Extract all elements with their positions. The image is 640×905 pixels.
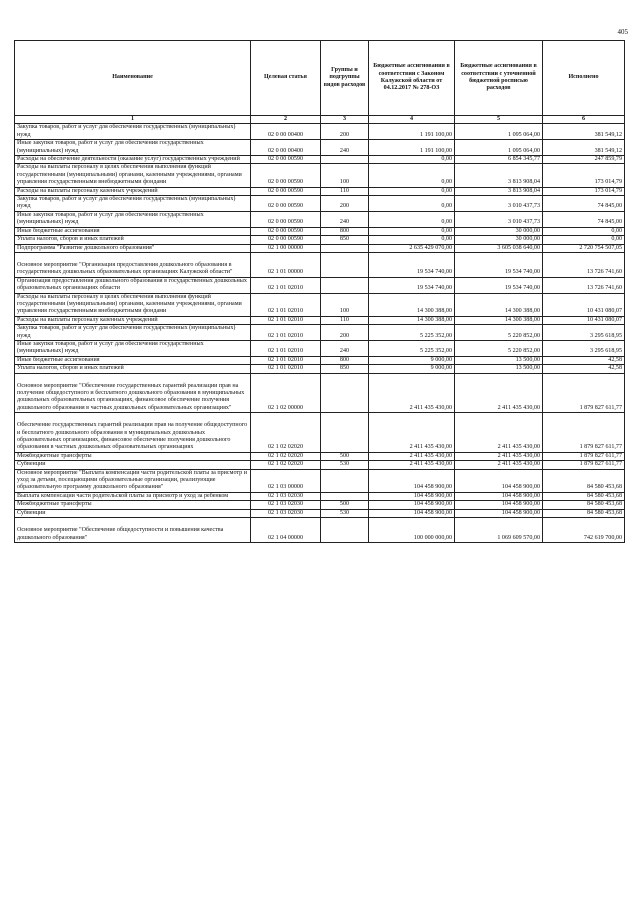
row-law-amount: 0,00 — [369, 211, 455, 227]
row-expense-group — [321, 244, 369, 252]
row-target-code: 02 1 01 02010 — [251, 365, 321, 373]
row-executed-amount: 173 014,79 — [543, 164, 625, 187]
row-expense-group: 500 — [321, 452, 369, 460]
row-expense-group — [321, 413, 369, 453]
row-law-amount: 0,00 — [369, 227, 455, 235]
row-expense-group: 240 — [321, 140, 369, 156]
row-executed-amount: 84 580 453,68 — [543, 469, 625, 492]
table-row — [15, 461, 625, 469]
row-name: Закупка товаров, работ и услуг для обеспечения государственных (муниципальных) нужд — [15, 124, 251, 140]
row-law-amount: 104 458 900,00 — [369, 469, 455, 492]
row-target-code: 02 0 00 00400 — [251, 124, 321, 140]
row-law-amount: 14 300 388,00 — [369, 293, 455, 316]
col-plan-header: Бюджетные ассигнования в соответствии с уточненной бюджетной росписью расходов — [455, 41, 543, 116]
row-executed-amount: 1 879 827 611,77 — [543, 461, 625, 469]
row-law-amount: 0,00 — [369, 156, 455, 164]
row-law-amount: 19 534 740,00 — [369, 252, 455, 277]
row-name: Межбюджетные трансферты — [15, 452, 251, 460]
row-name: Подпрограмма "Развитие дошкольного образования" — [15, 244, 251, 252]
row-target-code: 02 1 01 02010 — [251, 277, 321, 293]
row-executed-amount: 173 014,79 — [543, 187, 625, 195]
row-executed-amount: 42,58 — [543, 356, 625, 364]
row-plan-amount: 104 458 900,00 — [455, 492, 543, 500]
row-expense-group: 800 — [321, 356, 369, 364]
row-target-code: 02 1 02 02020 — [251, 452, 321, 460]
row-plan-amount: 1 069 609 570,00 — [455, 518, 543, 543]
row-plan-amount: 2 411 435 430,00 — [455, 452, 543, 460]
row-plan-amount: 3 605 038 640,00 — [455, 244, 543, 252]
row-name: Обеспечение государственных гарантий реализации прав на получение общедоступного и бесплатного дошкольного образования в муниципальных дошкольных образовательных организациях, финансовое обеспечение получения дошкольного образования в частных дошкольных образовательных организациях — [15, 413, 251, 453]
row-target-code: 02 1 01 00000 — [251, 252, 321, 277]
row-law-amount: 104 458 900,00 — [369, 501, 455, 509]
row-law-amount: 1 191 100,00 — [369, 124, 455, 140]
row-plan-amount: 30 000,00 — [455, 227, 543, 235]
row-law-amount: 104 458 900,00 — [369, 492, 455, 500]
row-expense-group — [321, 373, 369, 413]
row-name: Иные бюджетные ассигнования — [15, 356, 251, 364]
row-target-code: 02 1 01 02010 — [251, 325, 321, 341]
row-executed-amount: 3 295 618,95 — [543, 325, 625, 341]
table-body — [15, 124, 625, 543]
row-name: Основное мероприятие "Обеспечение общедоступности и повышения качества дошкольного образования" — [15, 518, 251, 543]
row-plan-amount: 104 458 900,00 — [455, 501, 543, 509]
row-expense-group: 100 — [321, 164, 369, 187]
row-expense-group — [321, 252, 369, 277]
row-target-code: 02 1 03 00000 — [251, 469, 321, 492]
row-expense-group: 240 — [321, 211, 369, 227]
row-name: Иные бюджетные ассигнования — [15, 227, 251, 235]
row-executed-amount: 742 619 700,00 — [543, 518, 625, 543]
row-name: Закупка товаров, работ и услуг для обеспечения государственных (муниципальных) нужд — [15, 196, 251, 212]
col-code-header: Целевая статья — [251, 41, 321, 116]
table-row — [15, 373, 625, 413]
row-target-code: 02 1 03 02030 — [251, 509, 321, 517]
row-plan-amount: 6 854 345,77 — [455, 156, 543, 164]
row-plan-amount: 2 411 435 430,00 — [455, 373, 543, 413]
table-row — [15, 164, 625, 187]
row-law-amount: 2 411 435 430,00 — [369, 413, 455, 453]
table-row — [15, 277, 625, 293]
table-row — [15, 518, 625, 543]
row-law-amount: 100 000 000,00 — [369, 518, 455, 543]
row-law-amount: 2 411 435 430,00 — [369, 452, 455, 460]
row-name: Расходы на выплаты персоналу в целях обеспечения выполнения функций государственными (муниципальными) органами, казенными учреждениями, органами управления государственными внебюджетными фондами — [15, 293, 251, 316]
table-row — [15, 452, 625, 460]
row-executed-amount: 84 580 453,68 — [543, 501, 625, 509]
row-plan-amount: 5 220 852,00 — [455, 340, 543, 356]
row-name: Организация предоставления дошкольного образования в государственных дошкольных образовательных организациях области — [15, 277, 251, 293]
row-target-code: 02 1 01 02010 — [251, 316, 321, 324]
table-row — [15, 293, 625, 316]
table-row — [15, 211, 625, 227]
table-row — [15, 509, 625, 517]
row-target-code: 02 1 02 00000 — [251, 373, 321, 413]
row-expense-group: 530 — [321, 461, 369, 469]
row-name: Расходы на выплаты персоналу казенных учреждений — [15, 187, 251, 195]
row-executed-amount: 0,00 — [543, 227, 625, 235]
row-law-amount: 0,00 — [369, 196, 455, 212]
row-expense-group: 800 — [321, 227, 369, 235]
row-expense-group: 850 — [321, 236, 369, 244]
row-expense-group: 200 — [321, 124, 369, 140]
row-law-amount: 19 534 740,00 — [369, 277, 455, 293]
row-expense-group: 200 — [321, 325, 369, 341]
row-target-code: 02 1 04 00000 — [251, 518, 321, 543]
column-number-row — [15, 116, 625, 124]
row-plan-amount: 19 534 740,00 — [455, 277, 543, 293]
col-number: 2 — [251, 116, 321, 124]
table-row — [15, 356, 625, 364]
row-plan-amount: 104 458 900,00 — [455, 509, 543, 517]
row-target-code: 02 1 02 02020 — [251, 461, 321, 469]
row-plan-amount: 30 000,00 — [455, 236, 543, 244]
row-target-code: 02 0 00 00400 — [251, 140, 321, 156]
row-executed-amount: 3 295 618,95 — [543, 340, 625, 356]
row-expense-group: 530 — [321, 509, 369, 517]
row-expense-group: 500 — [321, 501, 369, 509]
col-number: 4 — [369, 116, 455, 124]
col-group-header: Группы и подгруппы видов расходов — [321, 41, 369, 116]
col-name-header: Наименование — [15, 41, 251, 116]
row-target-code: 02 0 00 00590 — [251, 211, 321, 227]
row-law-amount: 104 458 900,00 — [369, 509, 455, 517]
row-name: Выплата компенсации части родительской платы за присмотр и уход за ребенком — [15, 492, 251, 500]
row-target-code: 02 1 01 02010 — [251, 356, 321, 364]
col-done-header: Исполнено — [543, 41, 625, 116]
row-target-code: 02 0 00 00590 — [251, 196, 321, 212]
row-name: Иные закупки товаров, работ и услуг для обеспечения государственных (муниципальных) нужд — [15, 340, 251, 356]
row-plan-amount: 3 813 908,04 — [455, 187, 543, 195]
header-row — [15, 41, 625, 116]
table-row — [15, 187, 625, 195]
row-name: Основное мероприятие "Выплата компенсации части родительской платы за присмотр и уход за детьми, посещающими образовательные организации, реализующие образовательную программу дошкольного образования" — [15, 469, 251, 492]
row-law-amount: 5 225 352,00 — [369, 325, 455, 341]
row-plan-amount: 1 095 064,00 — [455, 140, 543, 156]
row-name: Расходы на выплаты персоналу в целях обеспечения выполнения функций государственными (муниципальными) органами, казенными учреждениями, органами управления государственными внебюджетными фондами — [15, 164, 251, 187]
row-target-code: 02 1 00 00000 — [251, 244, 321, 252]
row-executed-amount: 13 726 741,60 — [543, 277, 625, 293]
row-executed-amount: 0,00 — [543, 236, 625, 244]
row-plan-amount: 3 010 437,73 — [455, 211, 543, 227]
row-target-code: 02 1 01 02010 — [251, 293, 321, 316]
row-law-amount: 9 000,00 — [369, 365, 455, 373]
table-row — [15, 140, 625, 156]
row-expense-group — [321, 277, 369, 293]
row-plan-amount: 1 095 064,00 — [455, 124, 543, 140]
row-expense-group — [321, 469, 369, 492]
row-executed-amount: 42,58 — [543, 365, 625, 373]
row-target-code: 02 0 00 00590 — [251, 156, 321, 164]
table-row — [15, 252, 625, 277]
row-target-code: 02 1 03 02030 — [251, 501, 321, 509]
table-row — [15, 413, 625, 453]
row-law-amount: 0,00 — [369, 164, 455, 187]
row-name: Субвенции — [15, 509, 251, 517]
row-plan-amount: 14 300 388,00 — [455, 316, 543, 324]
col-number: 3 — [321, 116, 369, 124]
row-plan-amount: 2 411 435 430,00 — [455, 461, 543, 469]
row-name: Расходы на выплаты персоналу казенных учреждений — [15, 316, 251, 324]
table-row — [15, 227, 625, 235]
col-law-header: Бюджетные ассигнования в соответствии с Законом Калужской области от 04.12.2017 № 278-ОЗ — [369, 41, 455, 116]
row-expense-group — [321, 156, 369, 164]
row-name: Расходы на обеспечение деятельности (оказание услуг) государственных учреждений — [15, 156, 251, 164]
row-plan-amount: 14 300 388,00 — [455, 293, 543, 316]
row-plan-amount: 5 220 852,00 — [455, 325, 543, 341]
row-law-amount: 0,00 — [369, 236, 455, 244]
row-name: Основное мероприятие "Организация предоставления дошкольного образования в государственных дошкольных образовательных организациях Калужской области" — [15, 252, 251, 277]
row-target-code: 02 0 00 00590 — [251, 164, 321, 187]
row-name: Закупка товаров, работ и услуг для обеспечения государственных (муниципальных) нужд — [15, 325, 251, 341]
row-name: Иные закупки товаров, работ и услуг для обеспечения государственных (муниципальных) нужд — [15, 211, 251, 227]
row-law-amount: 5 225 352,00 — [369, 340, 455, 356]
row-executed-amount: 13 726 741,60 — [543, 252, 625, 277]
row-law-amount: 14 300 388,00 — [369, 316, 455, 324]
row-name: Иные закупки товаров, работ и услуг для обеспечения государственных (муниципальных) нужд — [15, 140, 251, 156]
row-law-amount: 1 191 100,00 — [369, 140, 455, 156]
row-plan-amount: 2 411 435 430,00 — [455, 413, 543, 453]
row-plan-amount: 13 500,00 — [455, 365, 543, 373]
col-number: 1 — [15, 116, 251, 124]
row-target-code: 02 1 03 02030 — [251, 492, 321, 500]
row-executed-amount: 1 879 827 611,77 — [543, 373, 625, 413]
row-name: Межбюджетные трансферты — [15, 501, 251, 509]
row-expense-group: 200 — [321, 196, 369, 212]
table-row — [15, 156, 625, 164]
row-plan-amount: 13 500,00 — [455, 356, 543, 364]
row-target-code: 02 0 00 00590 — [251, 227, 321, 235]
row-executed-amount: 84 580 453,68 — [543, 509, 625, 517]
row-executed-amount: 74 845,00 — [543, 196, 625, 212]
row-name: Субвенции — [15, 461, 251, 469]
row-name: Уплата налогов, сборов и иных платежей — [15, 236, 251, 244]
row-target-code: 02 1 01 02010 — [251, 340, 321, 356]
row-executed-amount: 247 859,79 — [543, 156, 625, 164]
page-number: 405 — [617, 28, 628, 36]
row-executed-amount: 84 580 453,68 — [543, 492, 625, 500]
row-plan-amount: 19 534 740,00 — [455, 252, 543, 277]
row-executed-amount: 1 879 827 611,77 — [543, 452, 625, 460]
row-executed-amount: 2 720 754 507,05 — [543, 244, 625, 252]
row-name: Основное мероприятие "Обеспечение государственных гарантий реализации прав на получение общедоступного и бесплатного дошкольного образования в муниципальных дошкольных образовательных организациях, финансовое обеспечение получения дошкольного образования в частных дошкольных образовательных организациях" — [15, 373, 251, 413]
row-name: Уплата налогов, сборов и иных платежей — [15, 365, 251, 373]
table-row — [15, 365, 625, 373]
row-law-amount: 2 635 429 070,00 — [369, 244, 455, 252]
row-expense-group: 110 — [321, 187, 369, 195]
table-row — [15, 340, 625, 356]
row-law-amount: 2 411 435 430,00 — [369, 461, 455, 469]
row-expense-group — [321, 492, 369, 500]
table-row — [15, 244, 625, 252]
row-executed-amount: 74 845,00 — [543, 211, 625, 227]
row-plan-amount: 104 458 900,00 — [455, 469, 543, 492]
table-row — [15, 492, 625, 500]
row-expense-group: 240 — [321, 340, 369, 356]
budget-table — [14, 40, 625, 543]
col-number: 6 — [543, 116, 625, 124]
row-expense-group: 850 — [321, 365, 369, 373]
row-plan-amount: 3 813 908,04 — [455, 164, 543, 187]
row-executed-amount: 10 431 080,07 — [543, 316, 625, 324]
table-row — [15, 325, 625, 341]
table-row — [15, 316, 625, 324]
row-law-amount: 0,00 — [369, 187, 455, 195]
table-row — [15, 236, 625, 244]
row-executed-amount: 10 431 080,07 — [543, 293, 625, 316]
row-expense-group — [321, 518, 369, 543]
col-number: 5 — [455, 116, 543, 124]
table-row — [15, 469, 625, 492]
row-target-code: 02 0 00 00590 — [251, 236, 321, 244]
row-expense-group: 110 — [321, 316, 369, 324]
row-target-code: 02 0 00 00590 — [251, 187, 321, 195]
row-law-amount: 9 000,00 — [369, 356, 455, 364]
row-executed-amount: 1 879 827 611,77 — [543, 413, 625, 453]
table-row — [15, 196, 625, 212]
row-expense-group: 100 — [321, 293, 369, 316]
row-law-amount: 2 411 435 430,00 — [369, 373, 455, 413]
row-plan-amount: 3 010 437,73 — [455, 196, 543, 212]
table-row — [15, 501, 625, 509]
row-executed-amount: 381 549,12 — [543, 140, 625, 156]
row-target-code: 02 1 02 02020 — [251, 413, 321, 453]
row-executed-amount: 381 549,12 — [543, 124, 625, 140]
table-row — [15, 124, 625, 140]
